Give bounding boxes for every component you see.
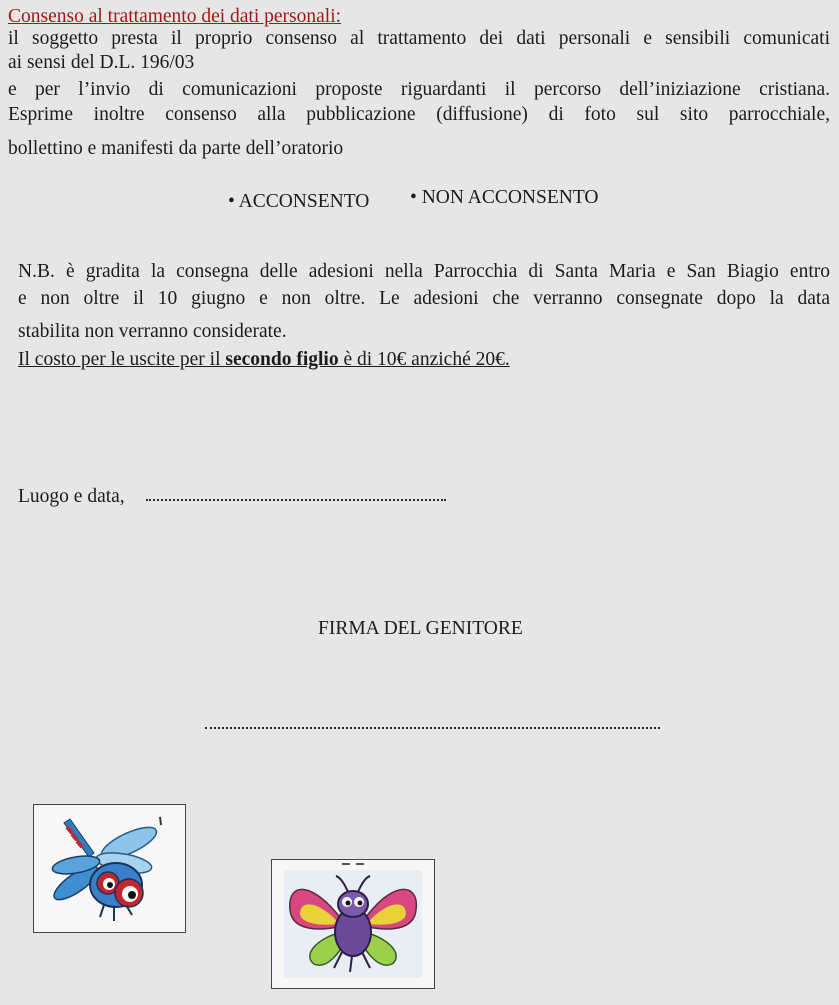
consent-heading: Consenso al trattamento dei dati personali: [8,6,342,27]
place-date-label: Luogo e data, [18,486,125,507]
note-line-2: e non oltre il 10 giugno e non oltre. Le adesioni che verranno consegnate dopo la data [18,288,830,309]
parent-signature-label: FIRMA DEL GENITORE [318,618,523,639]
option-non-acconsento[interactable]: • NON ACCONSENTO [410,187,599,208]
dragonfly-sticker [33,804,186,933]
cost-prefix: Il costo per le uscite per il [18,349,226,370]
consent-text-line-2: ai sensi del D.L. 196/03 [8,52,195,73]
consent-text-line-1: il soggetto presta il proprio consenso al trattamento dei dati personali e sensibili comunicati [8,28,830,49]
note-line-1: N.B. è gradita la consegna delle adesioni nella Parrocchia di Santa Maria e San Biagio entro [18,261,830,282]
cost-emphasis: secondo figlio [225,349,339,370]
consent-text-line-5: bollettino e manifesti da parte dell’oratorio [8,138,344,159]
consent-text-line-3: e per l’invio di comunicazioni proposte riguardanti il percorso dell’iniziazione cristiana. [8,79,830,100]
note-line-3: stabilita non verranno considerate. [18,321,287,342]
cost-note [18,349,510,371]
butterfly-icon [272,860,434,988]
cost-suffix: è di 10€ anziché 20€. [338,349,510,370]
option-acconsento[interactable]: • ACCONSENTO [228,191,370,212]
dragonfly-icon [34,805,185,932]
consent-text-line-4: Esprime inoltre consenso alla pubblicazione (diffusione) di foto sul sito parrocchiale, [8,104,830,125]
parent-signature-field[interactable] [205,727,660,729]
butterfly-sticker [271,859,435,989]
place-date-field[interactable] [146,499,446,501]
